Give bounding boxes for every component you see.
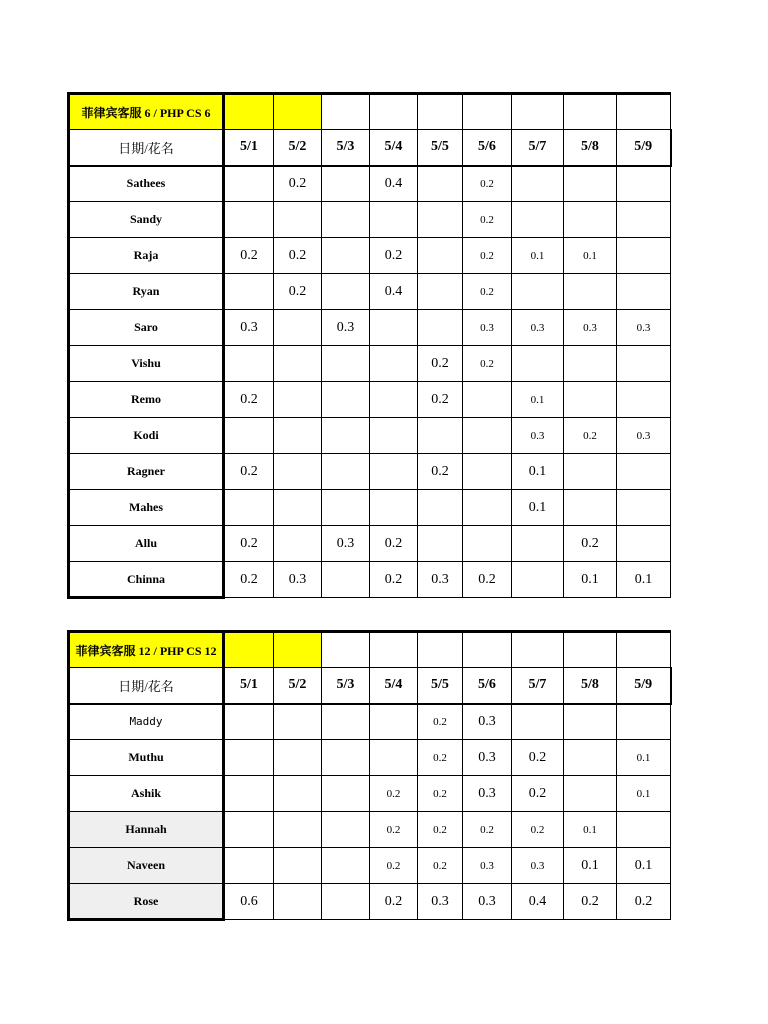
value-cell	[512, 166, 564, 202]
value-cell: 0.3	[512, 848, 564, 884]
value-cell: 0.1	[564, 562, 617, 598]
value-cell	[564, 490, 617, 526]
date-header: 5/3	[322, 668, 370, 704]
value-cell	[274, 202, 322, 238]
value-cell	[322, 562, 370, 598]
title-empty-cell	[512, 94, 564, 130]
header-label: 日期/花名	[69, 668, 224, 704]
value-cell	[322, 238, 370, 274]
value-cell: 0.2	[512, 740, 564, 776]
value-cell	[418, 526, 463, 562]
value-cell: 0.2	[370, 848, 418, 884]
value-cell	[463, 418, 512, 454]
value-cell	[274, 812, 322, 848]
value-cell	[224, 346, 274, 382]
value-cell	[463, 454, 512, 490]
table-row	[69, 310, 671, 346]
value-cell: 0.3	[463, 884, 512, 920]
value-cell	[617, 454, 671, 490]
date-header: 5/3	[322, 130, 370, 166]
header-label: 日期/花名	[69, 130, 224, 166]
table-row	[69, 454, 671, 490]
value-cell	[274, 884, 322, 920]
value-cell	[617, 382, 671, 418]
value-cell: 0.2	[512, 776, 564, 812]
value-cell: 0.4	[512, 884, 564, 920]
row-name	[69, 848, 224, 884]
value-cell: 0.3	[322, 310, 370, 346]
table-row	[69, 884, 671, 920]
value-cell	[418, 418, 463, 454]
value-cell	[564, 202, 617, 238]
value-cell	[370, 490, 418, 526]
value-cell	[274, 346, 322, 382]
value-cell	[224, 776, 274, 812]
row-name-text: Ragner	[127, 464, 165, 478]
value-cell: 0.2	[370, 238, 418, 274]
title-empty-cell	[617, 632, 671, 668]
value-cell	[564, 740, 617, 776]
value-cell: 0.2	[370, 776, 418, 812]
table-row	[69, 238, 671, 274]
value-cell: 0.3	[617, 418, 671, 454]
value-cell: 0.2	[512, 812, 564, 848]
value-cell	[418, 310, 463, 346]
value-cell	[224, 704, 274, 740]
date-header: 5/9	[617, 668, 671, 704]
value-cell	[274, 454, 322, 490]
table-row	[69, 346, 671, 382]
row-name	[69, 166, 224, 202]
value-cell: 0.2	[418, 812, 463, 848]
table-row	[69, 274, 671, 310]
value-cell	[274, 740, 322, 776]
date-header: 5/7	[512, 130, 564, 166]
title-empty-cell	[274, 632, 322, 668]
row-name-text: Allu	[134, 536, 157, 550]
value-cell: 0.2	[418, 454, 463, 490]
value-cell	[274, 490, 322, 526]
value-cell	[617, 812, 671, 848]
value-cell: 0.2	[564, 884, 617, 920]
value-cell	[512, 526, 564, 562]
date-header: 5/9	[617, 130, 671, 166]
value-cell: 0.2	[418, 382, 463, 418]
value-cell	[512, 202, 564, 238]
value-cell	[322, 382, 370, 418]
row-name	[69, 274, 224, 310]
table-title: 菲律宾客服 12 / PHP CS 12	[69, 632, 224, 668]
date-header: 5/5	[418, 130, 463, 166]
date-header: 5/1	[224, 130, 274, 166]
value-cell	[370, 418, 418, 454]
value-cell	[512, 274, 564, 310]
value-cell: 0.2	[224, 526, 274, 562]
date-header: 5/2	[274, 668, 322, 704]
value-cell: 0.4	[370, 166, 418, 202]
row-name	[69, 382, 224, 418]
value-cell	[224, 274, 274, 310]
value-cell	[224, 490, 274, 526]
value-cell	[617, 704, 671, 740]
value-cell	[224, 740, 274, 776]
title-row	[69, 632, 671, 668]
value-cell	[322, 704, 370, 740]
value-cell: 0.2	[463, 202, 512, 238]
value-cell	[274, 418, 322, 454]
value-cell	[322, 418, 370, 454]
title-empty-cell	[224, 94, 274, 130]
title-empty-cell	[463, 94, 512, 130]
value-cell: 0.2	[224, 238, 274, 274]
value-cell	[564, 382, 617, 418]
value-cell: 0.2	[370, 884, 418, 920]
value-cell	[617, 274, 671, 310]
php-cs-6-table	[67, 92, 672, 599]
title-empty-cell	[370, 632, 418, 668]
title-empty-cell	[617, 94, 671, 130]
value-cell	[463, 490, 512, 526]
row-name	[69, 346, 224, 382]
value-cell: 0.3	[463, 704, 512, 740]
value-cell	[274, 310, 322, 346]
table-row	[69, 812, 671, 848]
value-cell: 0.3	[463, 310, 512, 346]
row-name-text: Sandy	[129, 212, 163, 226]
value-cell: 0.1	[564, 812, 617, 848]
value-cell	[617, 166, 671, 202]
table-title: 菲律宾客服 6 / PHP CS 6	[69, 94, 224, 130]
title-row	[69, 94, 671, 130]
table-row	[69, 526, 671, 562]
date-header: 5/2	[274, 130, 322, 166]
row-name	[69, 202, 224, 238]
value-cell: 0.2	[418, 346, 463, 382]
value-cell: 0.2	[370, 562, 418, 598]
row-name-text: Ashik	[130, 786, 162, 800]
value-cell: 0.3	[224, 310, 274, 346]
value-cell: 0.1	[512, 238, 564, 274]
date-header: 5/6	[463, 130, 512, 166]
date-header: 5/8	[564, 130, 617, 166]
row-name	[69, 490, 224, 526]
value-cell	[224, 166, 274, 202]
value-cell	[322, 812, 370, 848]
value-cell	[274, 848, 322, 884]
date-header: 5/6	[463, 668, 512, 704]
title-empty-cell	[418, 632, 463, 668]
php-cs-12-table	[67, 630, 672, 921]
row-name-text: Rose	[133, 893, 159, 908]
value-cell: 0.3	[418, 562, 463, 598]
value-cell: 0.2	[564, 526, 617, 562]
value-cell: 0.2	[224, 454, 274, 490]
value-cell	[564, 704, 617, 740]
value-cell: 0.1	[617, 776, 671, 812]
row-name-text: Hannah	[125, 822, 167, 836]
row-name-text: Mahes	[129, 500, 163, 514]
row-name-text: Kodi	[133, 428, 159, 442]
value-cell	[512, 562, 564, 598]
title-empty-cell	[463, 632, 512, 668]
row-name	[69, 310, 224, 346]
title-empty-cell	[370, 94, 418, 130]
value-cell: 0.3	[463, 740, 512, 776]
value-cell	[224, 418, 274, 454]
table-row	[69, 562, 671, 598]
value-cell	[564, 346, 617, 382]
title-empty-cell	[224, 632, 274, 668]
title-empty-cell	[564, 632, 617, 668]
row-name-text: Ryan	[132, 284, 160, 298]
value-cell	[370, 310, 418, 346]
value-cell	[322, 740, 370, 776]
table-row	[69, 776, 671, 812]
header-row	[69, 130, 671, 166]
value-cell: 0.2	[274, 238, 322, 274]
value-cell	[564, 776, 617, 812]
row-name	[69, 884, 224, 920]
value-cell	[274, 382, 322, 418]
value-cell: 0.2	[463, 238, 512, 274]
value-cell: 0.2	[370, 812, 418, 848]
date-header: 5/4	[370, 668, 418, 704]
value-cell	[617, 238, 671, 274]
date-header: 5/4	[370, 130, 418, 166]
value-cell	[322, 166, 370, 202]
value-cell	[322, 848, 370, 884]
value-cell	[322, 884, 370, 920]
value-cell	[274, 704, 322, 740]
row-name	[69, 418, 224, 454]
value-cell	[224, 812, 274, 848]
row-name	[69, 704, 224, 740]
title-empty-cell	[322, 632, 370, 668]
value-cell: 0.2	[463, 274, 512, 310]
value-cell	[370, 202, 418, 238]
value-cell: 0.2	[463, 346, 512, 382]
row-name-text: Maddy	[129, 715, 163, 729]
row-name-text: Vishu	[131, 356, 161, 370]
row-name	[69, 776, 224, 812]
table-row	[69, 382, 671, 418]
value-cell	[617, 346, 671, 382]
table-row	[69, 704, 671, 740]
value-cell	[418, 274, 463, 310]
value-cell: 0.2	[463, 562, 512, 598]
value-cell	[564, 274, 617, 310]
value-cell: 0.2	[564, 418, 617, 454]
row-name-text: Raja	[133, 248, 159, 262]
value-cell: 0.1	[617, 562, 671, 598]
value-cell: 0.2	[274, 274, 322, 310]
value-cell	[322, 776, 370, 812]
value-cell	[370, 704, 418, 740]
value-cell	[224, 848, 274, 884]
value-cell: 0.2	[370, 526, 418, 562]
row-name-text: Sathees	[126, 176, 166, 191]
title-empty-cell	[564, 94, 617, 130]
table-row	[69, 202, 671, 238]
value-cell	[564, 454, 617, 490]
value-cell: 0.2	[418, 776, 463, 812]
value-cell: 0.3	[463, 776, 512, 812]
value-cell	[322, 274, 370, 310]
value-cell	[322, 202, 370, 238]
title-empty-cell	[322, 94, 370, 130]
value-cell	[564, 166, 617, 202]
value-cell: 0.3	[418, 884, 463, 920]
value-cell: 0.6	[224, 884, 274, 920]
table-row	[69, 490, 671, 526]
title-empty-cell	[512, 632, 564, 668]
value-cell: 0.1	[512, 454, 564, 490]
value-cell	[274, 526, 322, 562]
value-cell: 0.1	[564, 238, 617, 274]
value-cell: 0.2	[224, 562, 274, 598]
value-cell: 0.3	[274, 562, 322, 598]
date-header: 5/1	[224, 668, 274, 704]
table-row	[69, 418, 671, 454]
value-cell: 0.3	[463, 848, 512, 884]
row-name	[69, 740, 224, 776]
value-cell	[463, 526, 512, 562]
value-cell	[418, 238, 463, 274]
value-cell	[370, 382, 418, 418]
value-cell	[617, 490, 671, 526]
value-cell: 0.2	[617, 884, 671, 920]
value-cell	[418, 490, 463, 526]
value-cell: 0.3	[512, 310, 564, 346]
value-cell: 0.1	[617, 848, 671, 884]
row-name-text: Muthu	[128, 750, 164, 764]
value-cell: 0.1	[512, 490, 564, 526]
value-cell: 0.1	[564, 848, 617, 884]
date-header: 5/8	[564, 668, 617, 704]
value-cell	[370, 346, 418, 382]
value-cell	[418, 166, 463, 202]
row-name	[69, 238, 224, 274]
table-row	[69, 848, 671, 884]
value-cell: 0.2	[463, 812, 512, 848]
title-empty-cell	[274, 94, 322, 130]
row-name	[69, 454, 224, 490]
row-name	[69, 526, 224, 562]
row-name-text: Remo	[131, 392, 161, 406]
row-name-text: Saro	[134, 320, 158, 334]
value-cell	[512, 346, 564, 382]
value-cell	[322, 346, 370, 382]
date-header: 5/7	[512, 668, 564, 704]
table-row	[69, 740, 671, 776]
row-name-text: Naveen	[127, 858, 165, 872]
row-name	[69, 562, 224, 598]
title-empty-cell	[418, 94, 463, 130]
value-cell	[370, 740, 418, 776]
value-cell	[274, 776, 322, 812]
value-cell: 0.1	[617, 740, 671, 776]
header-row	[69, 668, 671, 704]
value-cell: 0.2	[224, 382, 274, 418]
value-cell	[322, 490, 370, 526]
value-cell	[463, 382, 512, 418]
value-cell: 0.4	[370, 274, 418, 310]
value-cell: 0.3	[564, 310, 617, 346]
value-cell: 0.2	[418, 848, 463, 884]
value-cell: 0.1	[512, 382, 564, 418]
value-cell	[322, 454, 370, 490]
row-name	[69, 812, 224, 848]
value-cell	[370, 454, 418, 490]
value-cell	[617, 526, 671, 562]
value-cell: 0.2	[418, 740, 463, 776]
value-cell: 0.2	[418, 704, 463, 740]
value-cell: 0.3	[512, 418, 564, 454]
value-cell	[512, 704, 564, 740]
table-row	[69, 166, 671, 202]
value-cell	[418, 202, 463, 238]
value-cell: 0.2	[463, 166, 512, 202]
value-cell	[224, 202, 274, 238]
row-name-text: Chinna	[126, 571, 166, 586]
value-cell	[617, 202, 671, 238]
value-cell: 0.2	[274, 166, 322, 202]
date-header: 5/5	[418, 668, 463, 704]
value-cell: 0.3	[617, 310, 671, 346]
value-cell: 0.3	[322, 526, 370, 562]
